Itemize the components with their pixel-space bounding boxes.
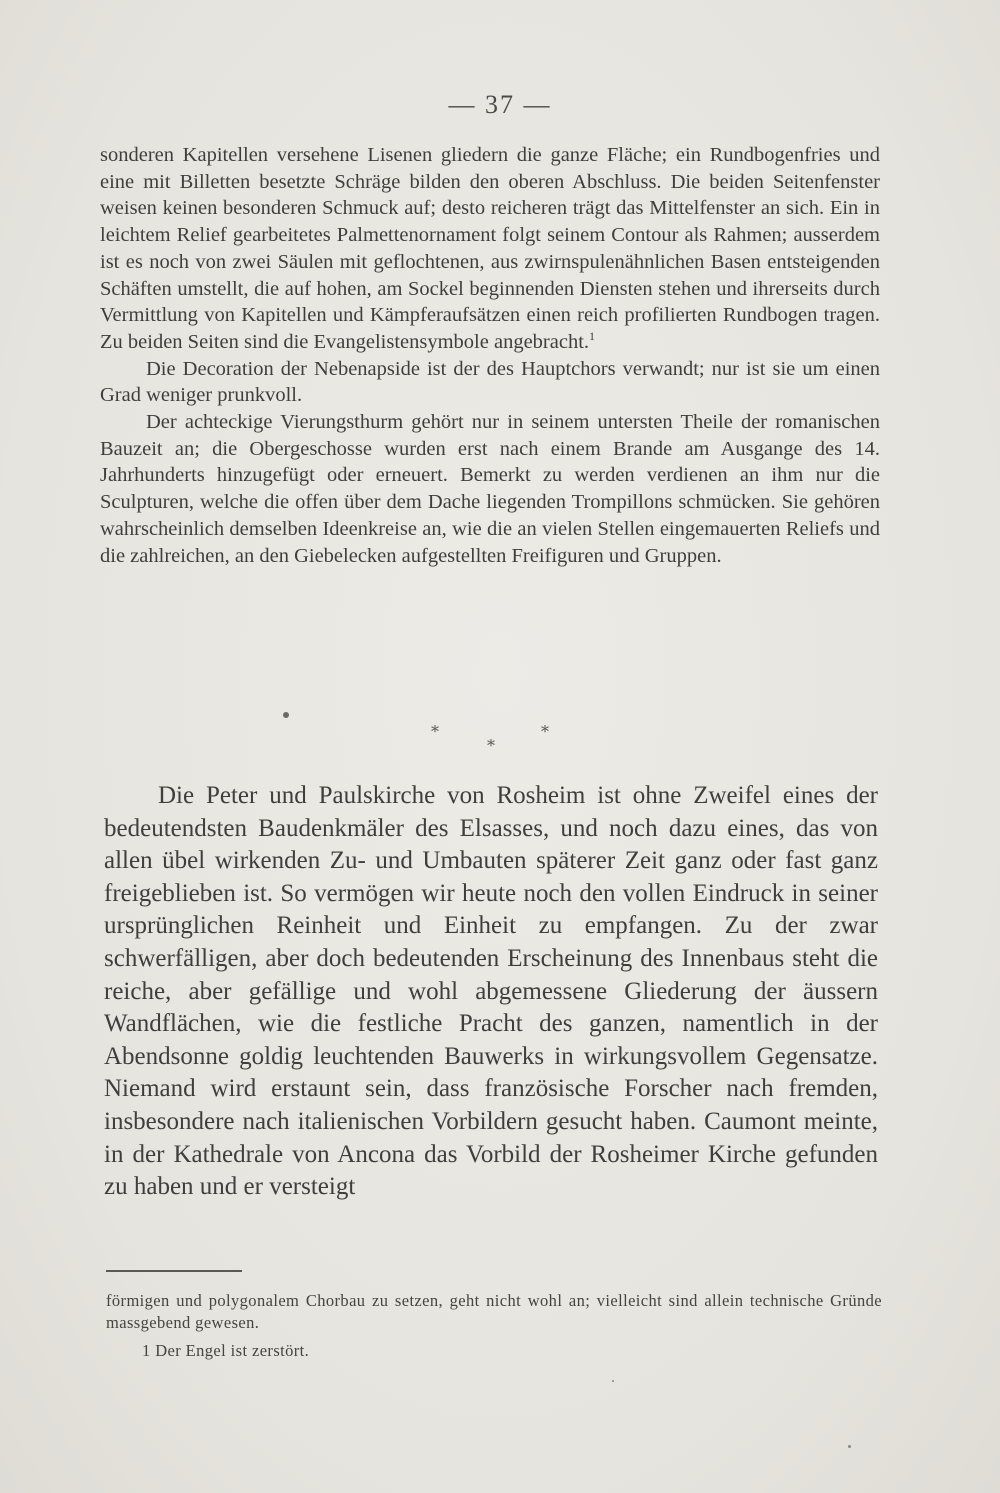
paragraph-3: Der achteckige Vierungsthurm gehört nur in seinem untersten Theile der romanischen Bauzeit an; die Obergeschosse wurden erst nach einem Brande am Ausgange des 14. Jahrhunderts hinzugefügt oder erneuert. Bemerkt zu werden verdienen an ihm nur die Sculpturen, welche die offen über dem Dache liegenden Trompillons schmücken. Sie gehören wahrscheinlich demselben Ideenkreise an, wie die an vielen Stellen eingemauerten Reliefs und die zahlreichen, an den Giebelecken aufgestellten Freifiguren und Gruppen. (100, 411, 880, 567)
footnote-1 (106, 1340, 882, 1362)
asterisk-right: * (541, 722, 549, 741)
paragraph-4: Die Peter und Paulskirche von Rosheim ist ohne Zweifel eines der bedeutendsten Baudenkmäler des Elsasses, und noch dazu eines, das von allen übel wirkenden Zu- und Umbauten späterer Zeit ganz oder fast ganz freigeblieben ist. So vermögen wir heute noch den vollen Eindruck in seiner ursprünglichen Reinheit und Einheit zu empfangen. Zu der zwar schwerfälligen, aber doch bedeutenden Erscheinung des Innenbaus steht die reiche, aber gefällige und wohl abgemessene Gliederung der äussern Wandflächen, wie die festliche Pracht des ganzen, namentlich in der Abendsonne goldig leuchtenden Bauwerks in wirkungsvollem Gegensatze. Niemand wird erstaunt sein, dass französische Forscher nach fremden, insbesondere nach italienischen Vorbildern gesucht haben. Caumont meinte, in der Kathedrale von Ancona das Vorbild der Rosheimer Kirche gefunden zu haben und er versteigt (104, 782, 878, 1201)
footnote-1-text: Der Engel ist zerstört. (155, 1341, 310, 1360)
paragraph-1-text: sonderen Kapitellen versehene Lisenen gliedern die ganze Fläche; ein Rundbogenfries und eine mit Billetten besetzte Schräge bilden den oberen Abschluss. Die beiden Seitenfenster weisen keinen besonderen Schmuck auf; desto reicheren trägt das Mittelfenster an sich. Ein in leichtem Relief gearbeitetes Palmettenornament folgt seinem Contour als Rahmen; ausserdem ist es noch von zwei Säulen mit geflochtenen, aus zwirnspulenähnlichen Basen entsteigenden Schäften umstellt, die auf hohen, am Sockel beginnenden Diensten stehen und ihrerseits durch Vermittlung von Kapitellen und Kämpferaufsätzen einen reich profilierten Rundbogen tragen. Zu beiden Seiten sind die Evangelistensymbole angebracht. (100, 144, 880, 353)
asterisk-left: * (431, 722, 439, 741)
footnote-reference: 1 (589, 329, 596, 344)
footnote-rule (106, 1270, 242, 1272)
asterisk-middle: * (487, 736, 495, 755)
upper-text-block (100, 142, 880, 569)
paragraph-1 (100, 142, 880, 356)
section-separator (0, 722, 1000, 762)
paper-speck (612, 1380, 614, 1382)
page-number: — 37 — (448, 90, 552, 119)
footnote-1-marker: 1 (142, 1341, 151, 1360)
paper-speck (848, 1445, 851, 1448)
footnote-continued: förmigen und polygonalem Chorbau zu setzen, geht nicht wohl an; vielleicht sind allein technische Gründe massgebend gewesen. (106, 1291, 882, 1332)
ink-dot (283, 712, 289, 718)
paragraph-2: Die Decoration der Nebenapside ist der des Hauptchors verwandt; nur ist sie um einen Grad weniger prunkvoll. (100, 357, 880, 407)
footnotes (106, 1290, 882, 1362)
lower-text-block (104, 780, 878, 1204)
